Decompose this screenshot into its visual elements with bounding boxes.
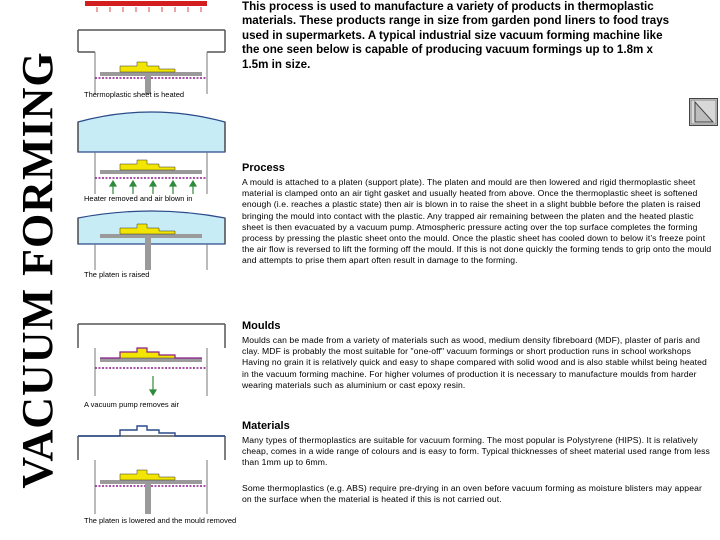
back-triangle-icon [689,98,718,126]
intro-paragraph: This process is used to manufacture a variety of products in thermoplastic materials. These products range in size from garden pond liners to food trays used in supermarkets. A typical industrial size vacuum forming machine like the one seen below is capable of producing vacuum formings up to 1.8m x 1.5m in size. [242,0,670,71]
caption-5: The platen is lowered and the mould removed [84,516,237,525]
diagram-platen-raised [75,208,228,272]
diagram-vacuum [75,318,228,398]
vertical-title: VACUUM FORMING [13,51,62,489]
heater-bar [85,1,207,6]
heading-moulds: Moulds [242,320,281,332]
process-text: A mould is attached to a platen (support plate). The platen and mould are then lowered and rigid thermoplastic sheet material is clamped onto an air tight gasket and usually heated from above. Once the thermoplastic sheet is softened enough (i.e. reaches a plastic state) then air is blown in to raise the sheet in a slight bubble before the platen is raised bringing the mould into contact with the plastic. Any trapped air remaining between the platen and the heated plastic sheet is then evacuated by a vacuum pump. Atmospheric pressure acting over the top surface completes the forming process by pressing the plastic sheet onto the mould. Once the plastic sheet has cooled down to below it’s freeze point the air flow is reversed to lift the forming off the mould. If this is not done quickly the forming tends to grip onto the mould and attempts to prise them apart often result in damage to the forming. [242,177,712,266]
back-button[interactable] [689,98,718,126]
diagram-sheet-heated [75,0,228,96]
caption-3: The platen is raised [84,270,150,279]
heading-process: Process [242,162,285,174]
moulds-text: Moulds can be made from a variety of materials such as wood, medium density fibreboard (MDF), plaster of paris and clay. MDF is probably the most suitable for "one-off" vacuum formings or short production runs in school workshops Having no grain it is relatively quick and easy to shape compared with solid wood and is also stable whilst being heated in the vacuum forming machine. For higher volumes of production it is necessary to manufacture moulds from harder wearing materials such as aluminium or cast epoxy resin. [242,335,707,390]
materials-note: Some thermoplastics (e.g. ABS) require pre-drying in an oven before vacuum forming as moisture blisters may appear on the surface when the material is heated if this is not carried out. [242,483,702,505]
materials-text: Many types of thermoplastics are suitable for vacuum forming. The most popular is Polystyrene (HIPS). It is relatively cheap, comes in a wide range of colours and is easy to form. Typical thicknesses of sheet material used range from less than 1mm up to 6mm. [242,435,710,468]
diagram-platen-lowered [75,424,228,516]
caption-4: A vacuum pump removes air [84,400,180,409]
diagram-air-blown [75,100,228,200]
caption-2: Heater removed and air blown in [84,194,193,203]
caption-1: Thermoplastic sheet is heated [84,90,185,99]
heading-materials: Materials [242,420,290,432]
